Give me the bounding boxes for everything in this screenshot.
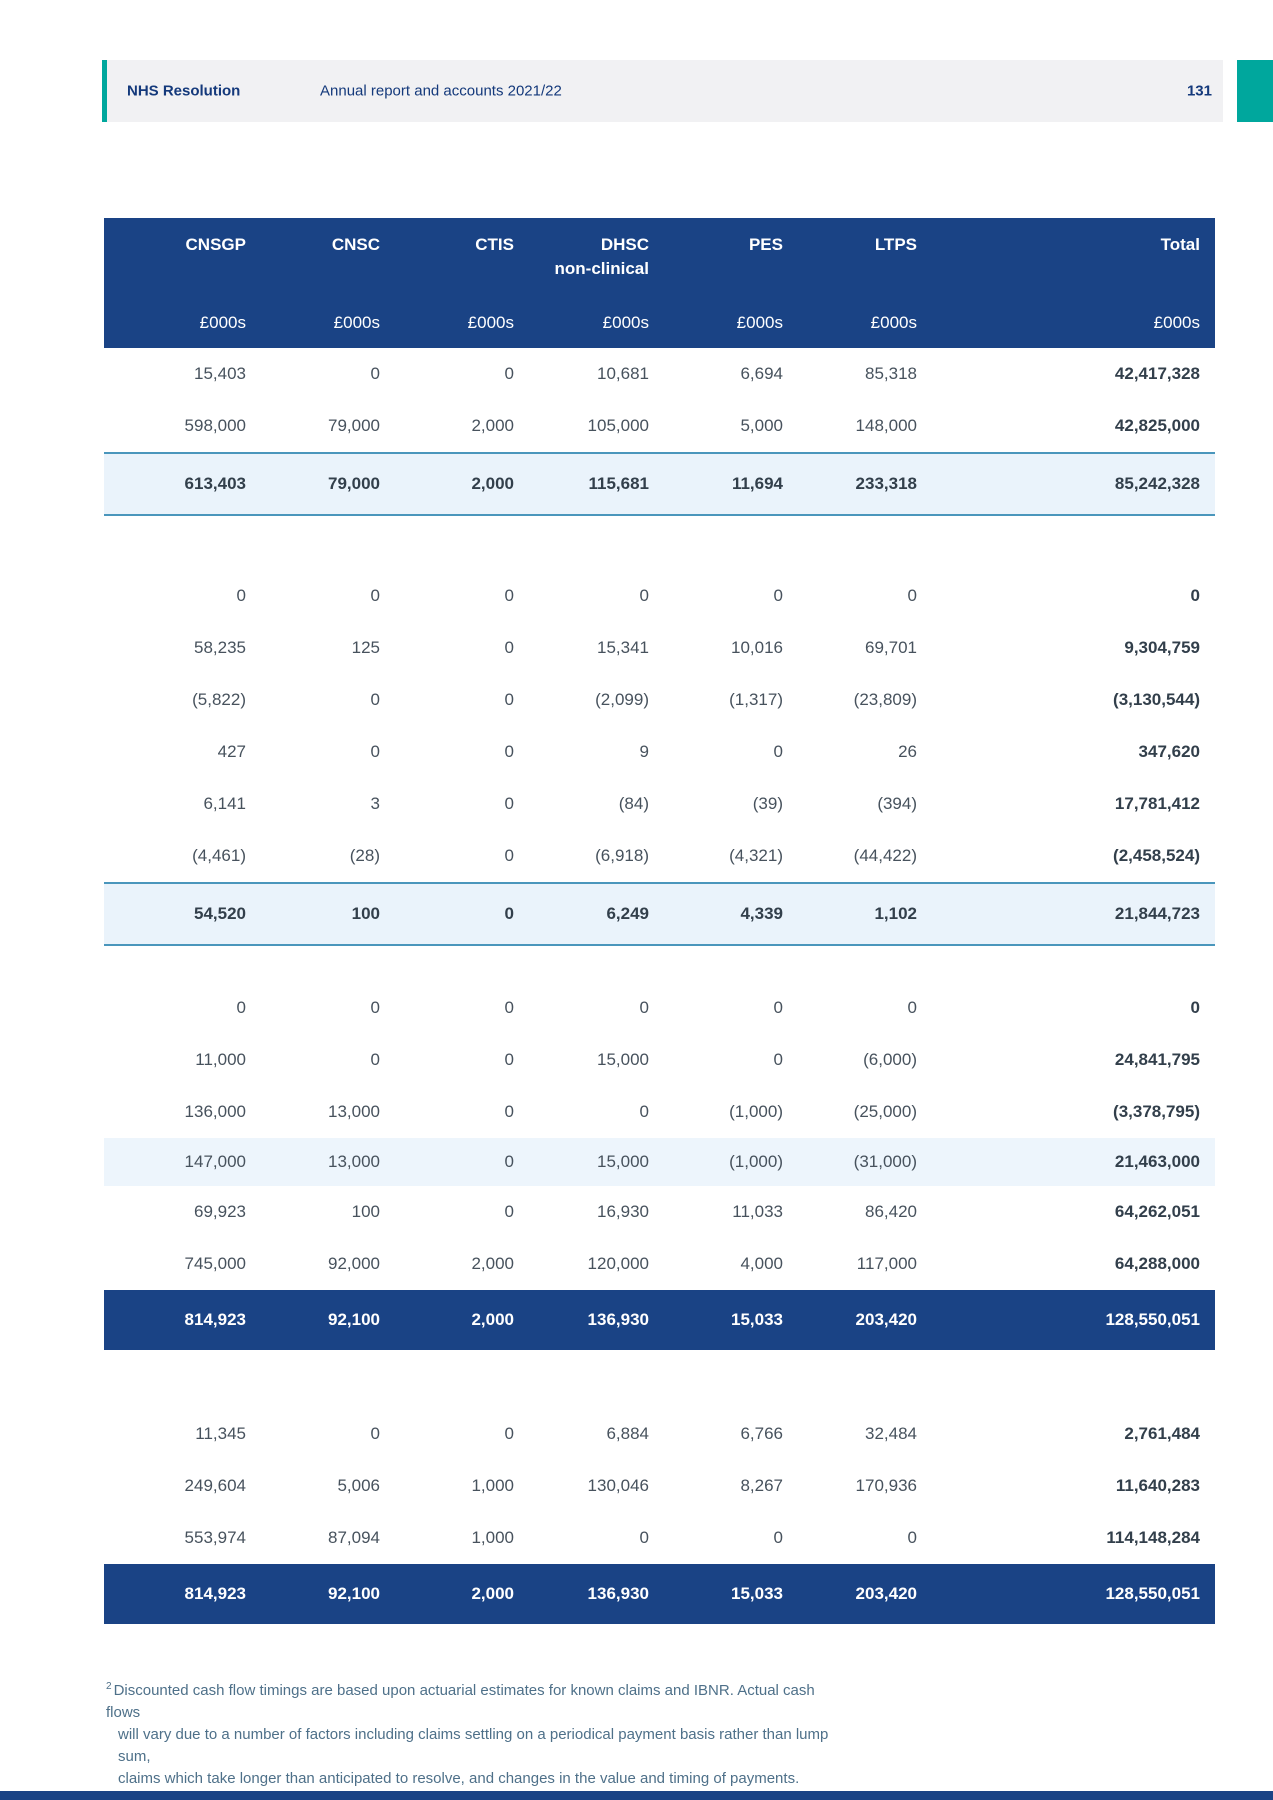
table-cell: 6,884 — [606, 1424, 649, 1443]
table-cell: 0 — [639, 1102, 649, 1121]
table-cell: 13,000 — [328, 1102, 380, 1121]
footnote — [106, 1676, 846, 1790]
column-unit: £000s — [1153, 313, 1200, 332]
column-header: Total — [1160, 235, 1200, 254]
footnote-line: claims which take longer than anticipated to resolve, and changes in the value and timing of payments. — [118, 1770, 800, 1787]
table-cell: 10,681 — [597, 364, 649, 383]
table-cell: 598,000 — [184, 416, 246, 435]
table-cell: 117,000 — [856, 1254, 917, 1273]
table-cell: 553,974 — [184, 1528, 246, 1547]
column-header: CTIS — [475, 235, 514, 254]
table-cell: 0 — [370, 1050, 380, 1069]
table-cell: 347,620 — [1138, 742, 1200, 761]
table-cell: 79,000 — [328, 416, 380, 435]
table-cell: 613,403 — [184, 474, 246, 493]
table-cell: 0 — [370, 742, 380, 761]
column-unit: £000s — [736, 313, 783, 332]
table-cell: 2,000 — [471, 1310, 514, 1329]
table-cell: 17,781,412 — [1114, 794, 1200, 813]
column-unit: £000s — [333, 313, 380, 332]
table-cell: 0 — [1190, 586, 1200, 605]
table-cell: 130,046 — [587, 1476, 649, 1495]
table-cell: 0 — [773, 742, 783, 761]
document-title: Annual report and accounts 2021/22 — [320, 82, 562, 100]
table-cell: 21,844,723 — [1114, 904, 1200, 923]
table-cell: 24,841,795 — [1114, 1050, 1200, 1069]
table-cell: 2,000 — [471, 1254, 514, 1273]
table-row — [104, 982, 1215, 1034]
table-cell: (23,809) — [853, 690, 917, 709]
table-cell: 87,094 — [328, 1528, 380, 1547]
corner-tab — [1237, 60, 1273, 122]
table-cell: 0 — [773, 1528, 783, 1547]
table-cell: 32,484 — [865, 1424, 917, 1443]
table-cell: 136,000 — [184, 1102, 246, 1121]
table-cell: 10,016 — [731, 638, 783, 657]
table-cell: 114,148,284 — [1106, 1528, 1200, 1547]
page-number: 131 — [1186, 82, 1212, 100]
table-cell: 0 — [370, 998, 380, 1017]
table-cell: (1,000) — [729, 1152, 783, 1171]
table-cell: 13,000 — [328, 1152, 380, 1171]
bottom-page-bar — [0, 1791, 1273, 1800]
table-cell: 15,000 — [597, 1152, 649, 1171]
table-cell: 0 — [639, 1528, 649, 1547]
table-cell: 42,825,000 — [1114, 416, 1200, 435]
table-cell: 203,420 — [855, 1310, 917, 1329]
table-cell: 92,100 — [328, 1584, 380, 1603]
table-cell: 136,930 — [587, 1584, 649, 1603]
table-row — [104, 1034, 1215, 1086]
table-cell: 0 — [1190, 998, 1200, 1017]
table-row — [104, 1564, 1215, 1624]
table-cell: 15,000 — [597, 1050, 649, 1069]
table-cell: 128,550,051 — [1105, 1310, 1200, 1329]
table-cell: 128,550,051 — [1105, 1584, 1200, 1603]
brand-name: NHS Resolution — [127, 82, 241, 100]
table-row — [104, 1408, 1215, 1460]
table-cell: 2,000 — [471, 416, 514, 435]
table-cell: 0 — [236, 586, 246, 605]
header-accent-bar — [102, 60, 107, 122]
table-row — [104, 452, 1215, 516]
table-cell: (5,822) — [192, 690, 246, 709]
table-cell: (6,000) — [863, 1050, 917, 1069]
table-row — [104, 400, 1215, 452]
column-header: CNSC — [331, 235, 380, 254]
table-cell: 1,000 — [471, 1476, 514, 1495]
table-cell: 0 — [504, 364, 514, 383]
table-cell: 3 — [370, 794, 380, 813]
table-cell: 92,000 — [328, 1254, 380, 1273]
table-cell: 0 — [236, 998, 246, 1017]
table-cell: 6,141 — [203, 794, 246, 813]
table-cell: 233,318 — [855, 474, 917, 493]
column-header: PES — [748, 235, 783, 254]
table-section — [104, 982, 1215, 1350]
table-cell: 92,100 — [328, 1310, 380, 1329]
table-cell: 4,339 — [740, 904, 783, 923]
table-cell: 0 — [504, 1050, 514, 1069]
footnote-marker: 2 — [106, 1681, 112, 1692]
column-unit: £000s — [602, 313, 649, 332]
table-cell: 54,520 — [194, 904, 246, 923]
table-cell: 69,701 — [865, 638, 917, 657]
table-cell: 69,923 — [194, 1202, 246, 1221]
table-row — [104, 1186, 1215, 1238]
table-cell: (1,000) — [729, 1102, 783, 1121]
table-cell: 0 — [504, 638, 514, 657]
table-row — [104, 1460, 1215, 1512]
table-cell: 42,417,328 — [1114, 364, 1200, 383]
table-cell: 0 — [504, 998, 514, 1017]
cash-flow-table — [104, 218, 1215, 1624]
table-cell: 147,000 — [184, 1152, 246, 1171]
table-cell: 85,318 — [865, 364, 917, 383]
table-cell: (3,130,544) — [1113, 690, 1200, 709]
table-row — [104, 1086, 1215, 1138]
table-cell: 4,000 — [740, 1254, 783, 1273]
table-row — [104, 1512, 1215, 1564]
table-cell: 0 — [370, 1424, 380, 1443]
table-cell: 21,463,000 — [1114, 1152, 1200, 1171]
table-cell: 64,288,000 — [1114, 1254, 1200, 1273]
table-cell: 16,930 — [597, 1202, 649, 1221]
table-cell: 0 — [504, 1202, 514, 1221]
table-cell: 0 — [504, 690, 514, 709]
table-row — [104, 1138, 1215, 1186]
table-row — [104, 778, 1215, 830]
table-row — [104, 570, 1215, 622]
table-cell: 2,000 — [471, 474, 514, 493]
table-cell: 6,766 — [740, 1424, 783, 1443]
table-cell: 0 — [504, 904, 514, 923]
table-cell: 11,345 — [195, 1424, 246, 1443]
table-cell: 120,000 — [587, 1254, 649, 1273]
table-cell: (2,458,524) — [1113, 846, 1200, 865]
table-cell: (4,321) — [729, 846, 783, 865]
table-cell: 0 — [907, 586, 917, 605]
table-cell: 9 — [639, 742, 649, 761]
footnote-line: will vary due to a number of factors including claims settling on a periodical payment basis rather than lump sum, — [118, 1726, 829, 1765]
table-cell: 11,694 — [731, 474, 783, 493]
table-cell: 11,640,283 — [1115, 1476, 1200, 1495]
table-cell: (394) — [877, 794, 917, 813]
table-cell: 11,000 — [195, 1050, 246, 1069]
table-cell: 105,000 — [587, 416, 649, 435]
table-cell: 6,249 — [606, 904, 649, 923]
table-cell: 5,006 — [337, 1476, 380, 1495]
table-section — [104, 348, 1215, 516]
table-body — [104, 348, 1215, 1624]
column-header: LTPS — [874, 235, 917, 254]
table-cell: 0 — [504, 1424, 514, 1443]
table-cell: 427 — [217, 742, 246, 761]
table-cell: 100 — [351, 1202, 380, 1221]
table-cell: 0 — [504, 586, 514, 605]
table-cell: 6,694 — [740, 364, 783, 383]
table-cell: 15,033 — [731, 1584, 783, 1603]
table-cell: 814,923 — [184, 1584, 246, 1603]
table-cell: 745,000 — [184, 1254, 246, 1273]
table-cell: 9,304,759 — [1124, 638, 1200, 657]
column-header: CNSGP — [185, 235, 246, 254]
table-cell: (4,461) — [192, 846, 246, 865]
column-unit: £000s — [870, 313, 917, 332]
table-cell: (1,317) — [729, 690, 783, 709]
table-cell: 2,000 — [471, 1584, 514, 1603]
table-cell: 0 — [370, 586, 380, 605]
table-cell: 136,930 — [587, 1310, 649, 1329]
table-cell: 11,033 — [732, 1202, 783, 1221]
page-header-band — [102, 60, 1223, 122]
table-cell: 58,235 — [194, 638, 246, 657]
table-cell: 15,403 — [194, 364, 246, 383]
table-cell: (31,000) — [853, 1152, 917, 1171]
table-cell: 0 — [370, 690, 380, 709]
table-cell: 26 — [898, 742, 917, 761]
table-cell: 0 — [773, 998, 783, 1017]
table-cell: 0 — [907, 1528, 917, 1547]
column-unit: £000s — [199, 313, 246, 332]
table-cell: 249,604 — [184, 1476, 246, 1495]
table-cell: 148,000 — [855, 416, 917, 435]
table-cell: 2,761,484 — [1124, 1424, 1200, 1443]
table-row — [104, 674, 1215, 726]
column-unit: £000s — [467, 313, 514, 332]
table-cell: 0 — [639, 586, 649, 605]
table-cell: 115,681 — [588, 474, 649, 493]
table-row — [104, 830, 1215, 882]
table-cell: 15,033 — [731, 1310, 783, 1329]
table-cell: (3,378,795) — [1113, 1102, 1200, 1121]
table-row — [104, 348, 1215, 400]
table-cell: 170,936 — [855, 1476, 917, 1495]
table-cell: 0 — [504, 1152, 514, 1171]
table-header — [104, 218, 1215, 348]
table-cell: 0 — [504, 794, 514, 813]
table-cell: 79,000 — [328, 474, 380, 493]
table-cell: 1,102 — [874, 904, 917, 923]
table-cell: 0 — [504, 742, 514, 761]
table-row — [104, 1238, 1215, 1290]
table-section — [104, 570, 1215, 946]
table-cell: 5,000 — [740, 416, 783, 435]
table-cell: 814,923 — [184, 1310, 246, 1329]
table-cell: (28) — [349, 846, 380, 865]
table-cell: 0 — [907, 998, 917, 1017]
table-cell: (6,918) — [595, 846, 649, 865]
column-header: DHSC non-clinical — [554, 235, 649, 278]
table-cell: (44,422) — [853, 846, 917, 865]
table-cell: 0 — [504, 846, 514, 865]
table-section — [104, 1408, 1215, 1624]
table-cell: 1,000 — [471, 1528, 514, 1547]
table-row — [104, 726, 1215, 778]
table-cell: 64,262,051 — [1114, 1202, 1200, 1221]
table-cell: 85,242,328 — [1114, 474, 1200, 493]
table-row — [104, 882, 1215, 946]
table-cell: 0 — [773, 1050, 783, 1069]
table-cell: 0 — [773, 586, 783, 605]
table-cell: 0 — [504, 1102, 514, 1121]
table-cell: (25,000) — [853, 1102, 917, 1121]
table-cell: (39) — [752, 794, 783, 813]
table-row — [104, 622, 1215, 674]
table-cell: 15,341 — [597, 638, 649, 657]
footnote-line: $^2$ Discounted cash flow timings are based upon actuarial estimates for known claims and IBNR. Actual cash flows — [106, 1681, 815, 1721]
table-cell: 125 — [351, 638, 380, 657]
table-cell: (2,099) — [595, 690, 649, 709]
table-cell: 203,420 — [855, 1584, 917, 1603]
table-cell: (84) — [618, 794, 649, 813]
table-cell: 8,267 — [740, 1476, 783, 1495]
table-cell: 100 — [351, 904, 380, 923]
table-cell: 86,420 — [865, 1202, 917, 1221]
table-cell: 0 — [639, 998, 649, 1017]
table-cell: 0 — [370, 364, 380, 383]
table-row — [104, 1290, 1215, 1350]
